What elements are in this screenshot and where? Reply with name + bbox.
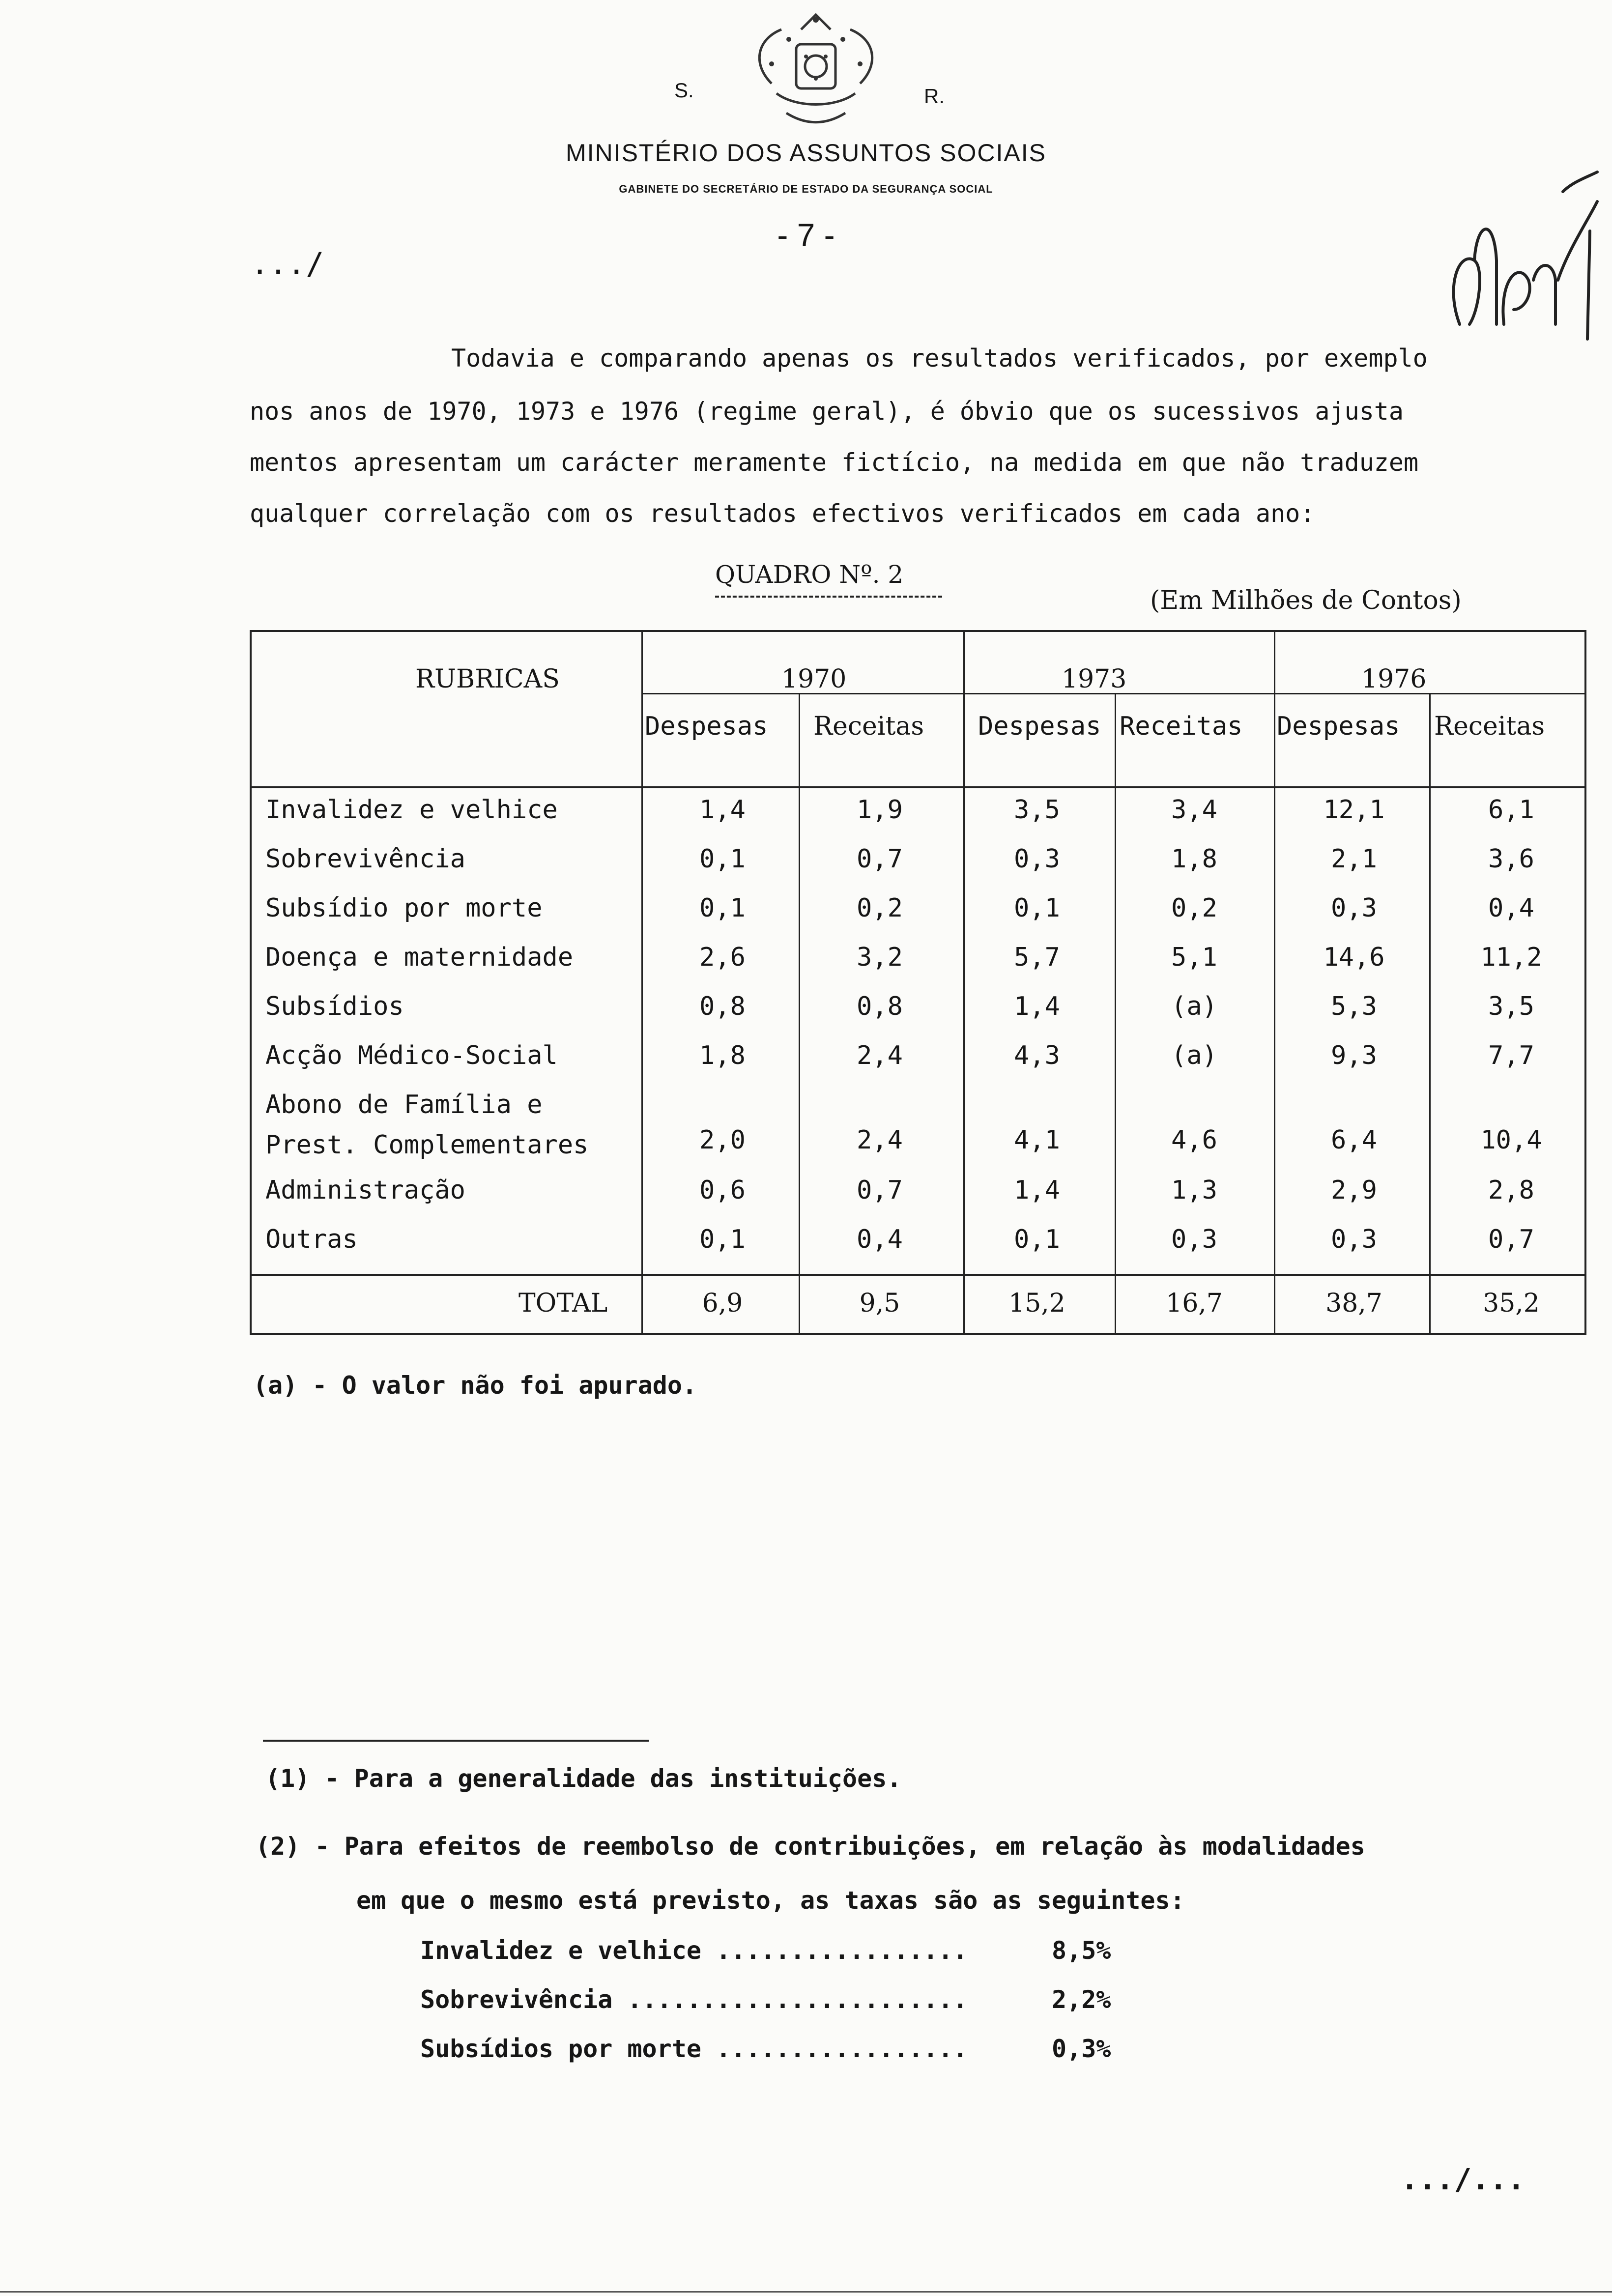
cell-value: 5,7 [1014,943,1060,972]
cell-value: 4,1 [1014,1125,1060,1155]
ministry-title: MINISTÉRIO DOS ASSUNTOS SOCIAIS [566,139,1046,167]
cell-value: 5,1 [1171,943,1217,972]
header-letter-r: R. [924,85,945,108]
cell-value: 0,4 [857,1225,903,1254]
cell-value: 0,1 [699,1225,746,1254]
total-value: 6,9 [702,1289,743,1318]
cell-value: 11,2 [1480,943,1542,972]
rubricas-header: RUBRICAS [415,664,560,694]
cell-value: 3,6 [1488,844,1534,874]
cell-value: 14,6 [1323,943,1385,972]
cell-value: 2,8 [1488,1176,1534,1205]
cell-value: 0,2 [1171,893,1217,923]
cell-value: 0,3 [1014,844,1060,874]
cell-value: (a) [1171,1041,1217,1070]
total-value: 16,7 [1166,1289,1223,1318]
subheader-despesas-1973: Despesas [978,712,1101,741]
row-label: Acção Médico-Social [265,1041,558,1070]
cell-value: 10,4 [1480,1125,1542,1155]
footnote-separator [263,1740,649,1742]
row-label: Invalidez e velhice [265,795,558,825]
cell-value: 0,7 [857,1176,903,1205]
continuation-mark-top: .../ [251,246,324,282]
cell-value: 0,2 [857,893,903,923]
table-unit-note: (Em Milhões de Contos) [1150,586,1462,615]
footnote-2-line-2: em que o mesmo está previsto, as taxas são as seguintes: [356,1886,1185,1915]
table-note-a: (a) - O valor não foi apurado. [253,1371,697,1400]
cell-value: 9,3 [1331,1041,1377,1070]
subheader-receitas-1970: Receitas [813,712,924,741]
cell-value: 0,8 [857,992,903,1021]
page-edge-line [0,2291,1612,2293]
cell-value: 3,2 [857,943,903,972]
rate-value: 8,5% [1052,1936,1111,1965]
row-label: Subsídio por morte [265,893,543,923]
cell-value: 2,4 [857,1125,903,1155]
cell-value: 3,5 [1488,992,1534,1021]
cell-value: 0,1 [699,893,746,923]
row-label: Administração [265,1176,465,1205]
cell-value: 0,7 [1488,1225,1534,1254]
cell-value: 4,6 [1171,1125,1217,1155]
cell-value: 0,1 [1014,893,1060,923]
total-value: 35,2 [1483,1289,1540,1318]
cell-value: 1,9 [857,795,903,825]
row-label-continuation: Prest. Complementares [265,1130,589,1160]
cell-value: 5,3 [1331,992,1377,1021]
year-1976: 1976 [1361,664,1427,694]
cell-value: 1,4 [1014,1176,1060,1205]
cell-value: 12,1 [1323,795,1385,825]
continuation-mark-bottom: .../... [1401,2162,1525,2197]
year-1973: 1973 [1062,664,1127,694]
subheader-receitas-1973: Receitas [1120,712,1243,741]
cell-value: 0,1 [699,844,746,874]
total-value: 38,7 [1325,1289,1382,1318]
subheader-receitas-1976: Receitas [1434,712,1545,741]
row-label: Subsídios [265,992,404,1021]
cell-value: 0,6 [699,1176,746,1205]
cell-value: (a) [1171,992,1217,1021]
cell-value: 3,4 [1171,795,1217,825]
cell-value: 2,4 [857,1041,903,1070]
rate-value: 0,3% [1052,2035,1111,2063]
cell-value: 2,1 [1331,844,1377,874]
cell-value: 1,8 [699,1041,746,1070]
page-number: - 7 - [777,217,835,253]
cell-value: 0,4 [1488,893,1534,923]
row-label: Doença e maternidade [265,943,574,972]
cell-value: 2,0 [699,1125,746,1155]
paragraph-line-3: mentos apresentam um carácter meramente fictício, na medida em que não traduzem [250,448,1419,477]
cell-value: 0,8 [699,992,746,1021]
footnote-1: (1) - Para a generalidade das instituições. [265,1764,902,1793]
total-value: 9,5 [859,1289,900,1318]
cell-value: 0,3 [1331,1225,1377,1254]
cell-value: 2,6 [699,943,746,972]
row-label: Sobrevivência [265,844,465,874]
year-1970: 1970 [781,664,847,694]
header-letter-s: S. [674,79,694,102]
paragraph-line-1: Todavia e comparando apenas os resultados verificados, por exemplo [451,344,1428,373]
cell-value: 0,7 [857,844,903,874]
cell-value: 6,4 [1331,1125,1377,1155]
rate-label: Sobrevivência ....................... [420,1985,968,2014]
cell-value: 6,1 [1488,795,1534,825]
cell-value: 3,5 [1014,795,1060,825]
cell-value: 7,7 [1488,1041,1534,1070]
subheader-despesas-1970: Despesas [645,712,768,741]
paragraph-line-4: qualquer correlação com os resultados efectivos verificados em cada ano: [250,499,1315,528]
cell-value: 1,3 [1171,1176,1217,1205]
row-label: Abono de Família e [265,1090,543,1119]
table-caption-underline [715,596,942,598]
cell-value: 2,9 [1331,1176,1377,1205]
rate-label: Subsídios por morte ................. [420,2035,968,2063]
cell-value: 1,8 [1171,844,1217,874]
cell-value: 4,3 [1014,1041,1060,1070]
table-caption: QUADRO Nº. 2 [715,560,904,589]
cell-value: 0,1 [1014,1225,1060,1254]
footnote-2-line-1: (2) - Para efeitos de reembolso de contribuições, em relação às modalidades [256,1832,1365,1861]
cell-value: 1,4 [699,795,746,825]
coat-of-arms-emblem [742,10,890,128]
rate-label: Invalidez e velhice ................. [420,1936,968,1965]
total-label: TOTAL [518,1289,608,1318]
cell-value: 1,4 [1014,992,1060,1021]
handwritten-signature [1440,162,1607,349]
total-value: 15,2 [1008,1289,1065,1318]
row-label: Outras [265,1225,358,1254]
department-subtitle: GABINETE DO SECRETÁRIO DE ESTADO DA SEGURANÇA SOCIAL [619,183,993,195]
paragraph-line-2: nos anos de 1970, 1973 e 1976 (regime geral), é óbvio que os sucessivos ajusta [250,397,1404,426]
subheader-despesas-1976: Despesas [1277,712,1400,741]
cell-value: 0,3 [1171,1225,1217,1254]
cell-value: 0,3 [1331,893,1377,923]
rate-value: 2,2% [1052,1985,1111,2014]
